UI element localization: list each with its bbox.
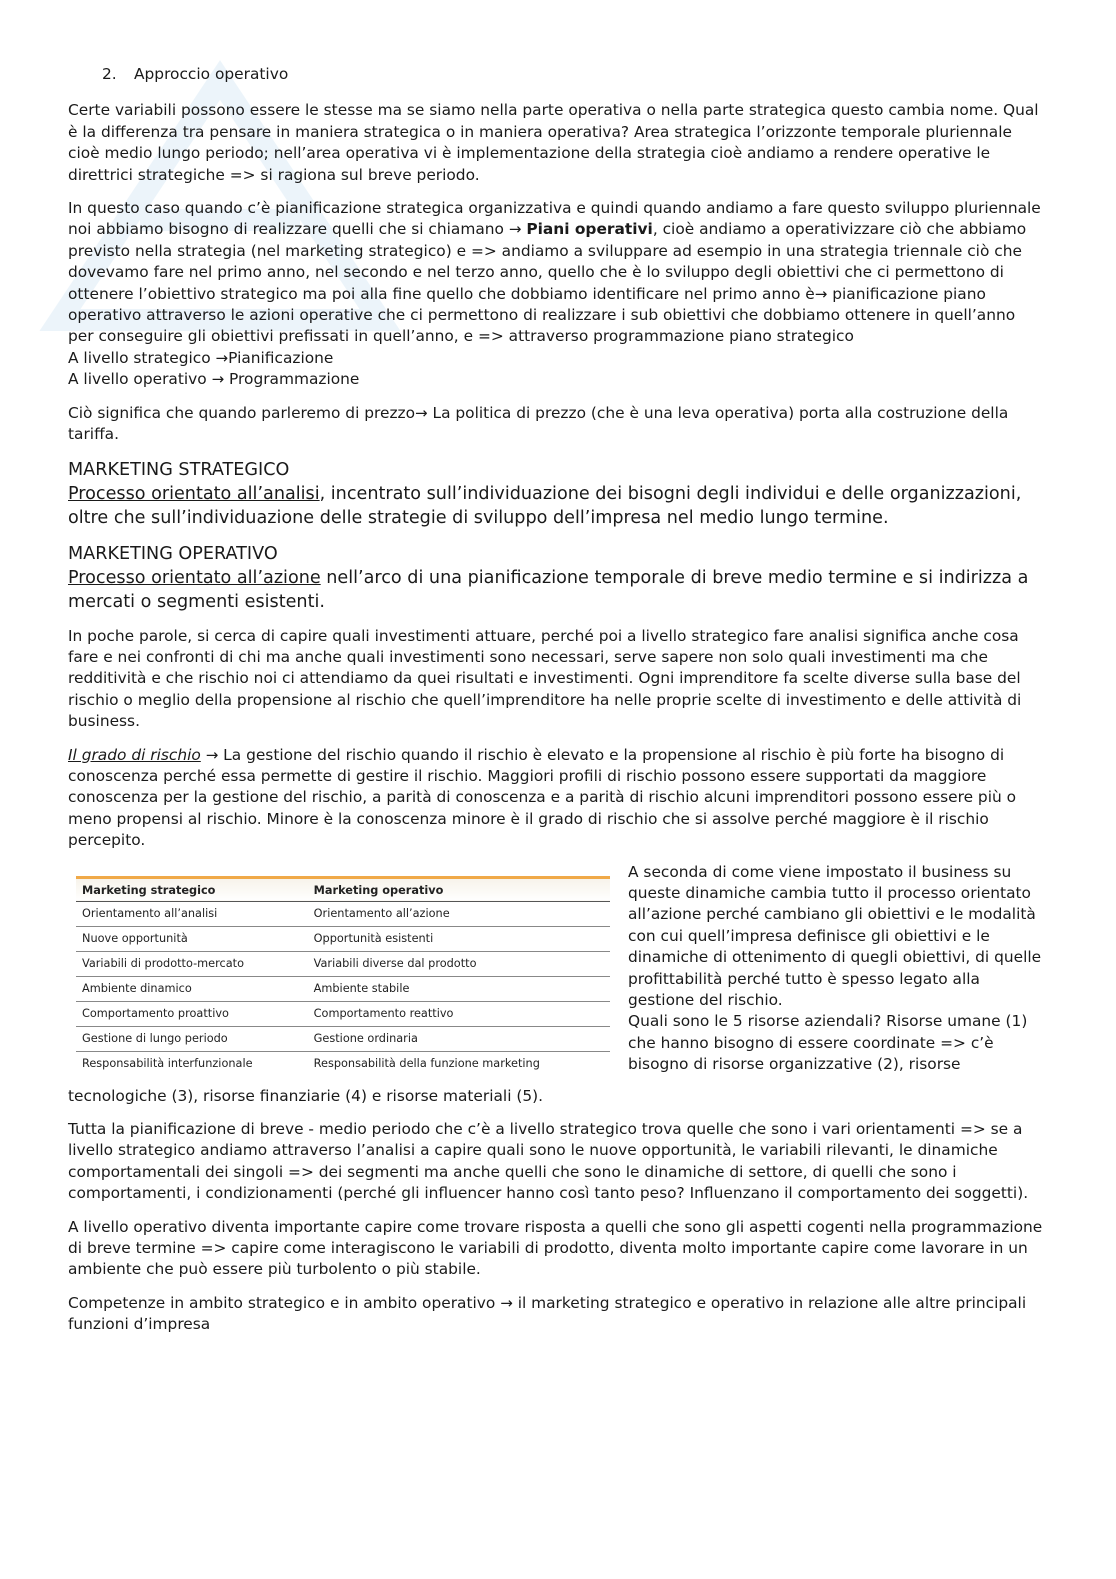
table-row: Ambiente dinamico Ambiente stabile — [76, 976, 610, 1001]
paragraph-strategic-vs-operative: Certe variabili possono essere le stesse ma se siamo nella parte operativa o nella parte strategica questo cambia nome. Qual è la differenza tra pensare in maniera strategica o in maniera operativa? Area strategica l’orizzonte temporale pluriennale cioè medio lungo periodo; nell’area operativa vi è implementazione della strategia cioè andiamo a rendere operative le direttrici strategiche => si ragiona sul breve periodo. — [68, 101, 1039, 184]
paragraph-investimenti: In poche parole, si cerca di capire quali investimenti attuare, perché poi a livello strategico fare analisi significa anche cosa fare e nei confronti di chi ma anche quali investimenti sono necessari, serve sapere non solo quali investimenti ma che redditività e che rischio noi ci attendiamo da quei risultati e investimenti. Ogni imprenditore fa scelte diverse sulla base del rischio o meglio della propensione al rischio che quell’imprenditore ha nelle proprie scelte di investimento e delle attività di business. — [68, 626, 1022, 731]
paragraph-competenze: Competenze in ambito strategico e in ambito operativo → il marketing strategico e operativo in relazione alle altre principali funzioni d’impresa — [68, 1293, 1027, 1334]
side-text-business: A seconda di come viene impostato il business su queste dinamiche cambia tutto il processo orientato all’azione perché cambiano gli obiettivi e le modalità con cui quell’impresa definisce gli obiettivi e le dinamiche di ottenimento di quegli obiettivi, di quelle profittabilità perché tutto è spesso legato alla gestione del rischio. — [628, 862, 1042, 1009]
table-header-row — [76, 877, 610, 901]
heading-text: Approccio operativo — [134, 65, 289, 83]
paragraph-prezzo: Ciò significa che quando parleremo di prezzo→ La politica di prezzo (che è una leva operativa) porta alla costruzione della tariffa. — [68, 403, 1009, 444]
paragraph-grado-rischio: Il grado di rischio → La gestione del rischio quando il rischio è elevato e la propensione al rischio è più forte ha bisogno di conoscenza perché essa permette di gestire il rischio. Maggiori profili di rischio possono essere supportati da maggiore conoscenza per la gestione del rischio, a parità di conoscenza e a parità di rischio alcuni imprenditori possono essere più o meno propensi al rischio. Minore è la conoscenza minore è il grado di rischio che si assolve perché maggiore è il rischio percepito. — [68, 745, 1017, 850]
side-text-risorse: Quali sono le 5 risorse aziendali? Risorse umane (1) che hanno bisogno di essere coordinate => c’è bisogno di risorse organizzative (2), risorse — [628, 1012, 1028, 1074]
marketing-strategico-title: MARKETING STRATEGICO — [68, 459, 290, 480]
line-pianificazione: A livello strategico →Pianificazione — [68, 348, 334, 367]
comparison-table — [76, 876, 610, 1076]
table-row: Nuove opportunità Opportunità esistenti — [76, 926, 610, 951]
risorse-continuation: tecnologiche (3), risorse finanziarie (4) e risorse materiali (5). — [68, 1086, 544, 1105]
arrow-icon: → — [415, 403, 428, 422]
arrow-icon: → — [211, 370, 225, 389]
arrow-icon: → — [205, 745, 219, 764]
table-header: Marketing operativo — [308, 877, 610, 901]
arrow-icon: → — [215, 348, 229, 367]
document-page — [68, 64, 1044, 1336]
side-paragraph — [628, 862, 1044, 1076]
marketing-operativo-title: MARKETING OPERATIVO — [68, 543, 278, 564]
section-heading — [68, 64, 1044, 85]
figure-row — [68, 862, 1044, 1086]
bold-term: Piani operativi — [526, 220, 653, 239]
paragraph-piani-operativi: In questo caso quando c’è pianificazione strategica organizzativa e quindi quando andiamo a fare questo sviluppo pluriennale noi abbiamo bisogno di realizzare quelli che si chiamano → Piani operativi, cioè andiamo a operativizzare ciò che abbiamo previsto nella strategia (nel marketing strategico) e => andiamo a sviluppare ad esempio in una strategia triennale ciò che dovevamo fare nel primo anno, nel secondo e nel terzo anno, quello che è lo sviluppo degli obiettivi che ci permettono di ottenere l’obiettivo strategico ma poi alla fine quello che dobbiamo identificare nel primo anno è→ pianificazione piano operativo attraverso le azioni operative che ci permettono di realizzare i sub obiettivi che dobbiamo ottenere in quell’anno per conseguire gli obiettivi prefissati in quell’anno, e => attraverso programmazione piano strategico — [68, 199, 1041, 346]
paragraph-pianificazione-breve: Tutta la pianificazione di breve - medio periodo che c’è a livello strategico trova quelle che sono i vari orientamenti => se a livello strategico andiamo attraverso l’analisi a capire quali sono le nuove opportunità, le variabili rilevanti, le dinamiche comportamentali dei singoli => dei segmenti ma anche quelli che sono le dinamiche di settore, di quelli che sono i comportamenti, i condizionamenti (perché gli influencer hanno così tanto peso? Influenzano il comportamento dei soggetti). — [68, 1119, 1029, 1203]
table-row: Gestione di lungo periodo Gestione ordinaria — [76, 1026, 610, 1051]
table-row: Variabili di prodotto-mercato Variabili diverse dal prodotto — [76, 951, 610, 976]
line-programmazione: A livello operativo → Programmazione — [68, 370, 360, 389]
heading-number: 2. — [102, 65, 117, 83]
paragraph-livello-operativo: A livello operativo diventa importante capire come trovare risposta a quelli che sono gli aspetti cogenti nella programmazione di breve termine => capire come interagiscono le variabili di prodotto, diventa molto importante capire come lavorare in un ambiente che può essere più turbolento o più stabile. — [68, 1217, 1043, 1279]
table-row: Responsabilità interfunzionale Responsabilità della funzione marketing — [82, 1057, 540, 1071]
arrow-icon: → — [500, 1293, 513, 1312]
table-header: Marketing strategico — [76, 877, 308, 901]
table-row: Orientamento all’analisi Orientamento all’azione — [76, 901, 610, 926]
marketing-strategico-definition: Processo orientato all’analisi, incentrato sull’individuazione dei bisogni degli individui e delle organizzazioni, oltre che sull’individuazione delle strategie di sviluppo dell’impresa nel medio lungo termine. — [68, 483, 1022, 528]
table-row: Comportamento proattivo Comportamento reattivo — [76, 1001, 610, 1026]
arrow-icon: → — [508, 220, 522, 239]
marketing-operativo-definition: Processo orientato all’azione nell’arco di una pianificazione temporale di breve medio termine e si indirizza a mercati o segmenti esistenti. — [68, 567, 1029, 612]
arrow-icon: → — [814, 284, 828, 303]
